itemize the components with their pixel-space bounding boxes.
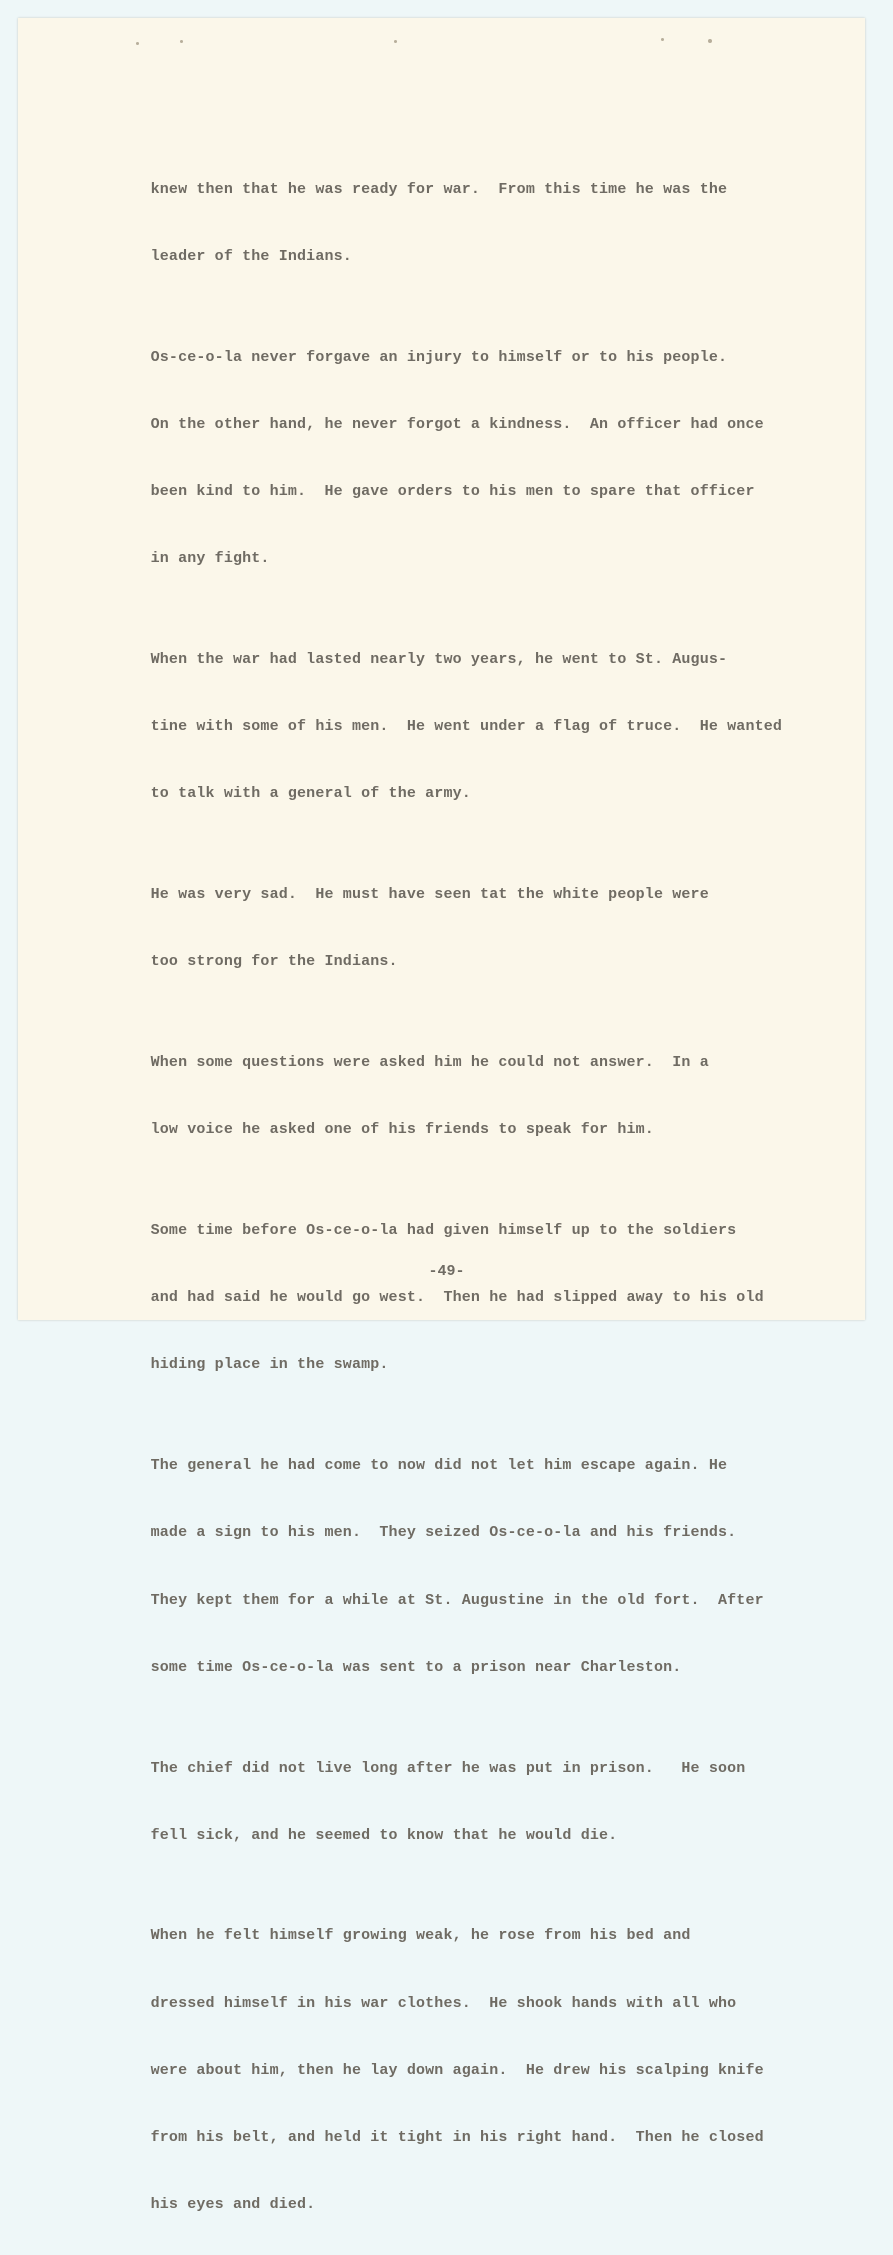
text-line: knew then that he was ready for war. From this time he was the	[150, 180, 728, 198]
text-line: were about him, then he lay down again. He drew his scalping knife	[150, 2061, 764, 2079]
text-line: hiding place in the swamp.	[150, 1356, 389, 1374]
text-line: dressed himself in his war clothes. He shook hands with all who	[150, 1994, 737, 2012]
text-line: When some questions were asked him he could not answer. In a	[150, 1054, 709, 1072]
paragraph	[114, 609, 824, 844]
text-line: When the war had lasted nearly two years, he went to St. Augus-	[150, 650, 728, 668]
paper-speck	[180, 40, 183, 43]
paragraph	[114, 307, 824, 609]
text-line: The chief did not live long after he was put in prison. He soon	[150, 1759, 746, 1777]
text-line: made a sign to his men. They seized Os-ce-o-la and his friends.	[150, 1524, 737, 1542]
text-line: The general he had come to now did not let him escape again. He	[150, 1457, 728, 1475]
text-line: his eyes and died.	[150, 2196, 316, 2214]
text-line: been kind to him. He gave orders to his men to spare that officer	[150, 482, 755, 500]
text-line: He was very sad. He must have seen tat the white people were	[150, 886, 709, 904]
paragraph	[114, 1012, 824, 1180]
paper-speck	[708, 39, 712, 43]
text-line: from his belt, and held it tight in his right hand. Then he closed	[150, 2129, 764, 2147]
text-line: and had said he would go west. Then he had slipped away to his old	[150, 1289, 764, 1307]
paper-speck	[661, 38, 664, 41]
text-line: some time Os-ce-o-la was sent to a prison near Charleston.	[150, 1658, 682, 1676]
text-line: They kept them for a while at St. Augustine in the old fort. After	[150, 1591, 764, 1609]
paper-speck	[394, 40, 397, 43]
paragraph	[114, 844, 824, 1012]
paper-speck	[136, 42, 139, 45]
text-line: too strong for the Indians.	[150, 953, 398, 971]
text-line: leader of the Indians.	[150, 247, 352, 265]
paragraph	[114, 1180, 824, 1415]
text-line: low voice he asked one of his friends to speak for him.	[150, 1121, 654, 1139]
paragraph	[114, 1718, 824, 1886]
text-line: Os-ce-o-la never forgave an injury to himself or to his people.	[150, 348, 728, 366]
text-line: in any fight.	[150, 550, 270, 568]
text-line: On the other hand, he never forgot a kindness. An officer had once	[150, 415, 764, 433]
text-line: tine with some of his men. He went under a flag of truce. He wanted	[150, 718, 783, 736]
paragraph	[114, 139, 824, 307]
text-line: to talk with a general of the army.	[150, 785, 471, 803]
text-line: fell sick, and he seemed to know that he would die.	[150, 1826, 618, 1844]
paragraph	[114, 1886, 824, 2255]
paragraph	[114, 1416, 824, 1718]
text-line: When he felt himself growing weak, he rose from his bed and	[150, 1927, 691, 1945]
document-body	[114, 139, 824, 2255]
page-number: -49-	[428, 1263, 465, 1280]
text-line: Some time before Os-ce-o-la had given himself up to the soldiers	[150, 1222, 737, 1239]
